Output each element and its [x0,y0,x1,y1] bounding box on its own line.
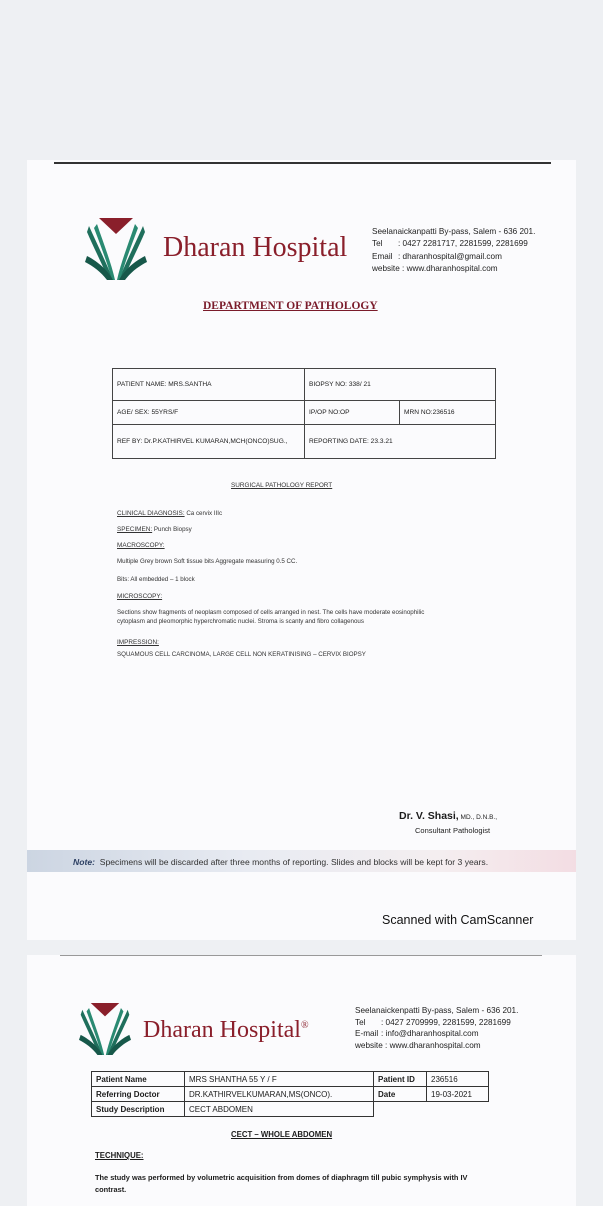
top-border-line [60,955,542,956]
hospital-address [355,1005,518,1051]
referring-doctor: REF BY: Dr.P.KATHIRVEL KUMARAN,MCH(ONCO)SUG., [113,425,305,459]
hospital-address [372,226,535,276]
doctor-title: Consultant Pathologist [415,826,491,835]
report-date: 19-03-2021 [427,1087,489,1102]
doctor-signature: Dr. V. Shasi, MD., D.N.B., [399,810,498,822]
pathology-report-page [27,160,576,940]
biopsy-number: BIOPSY NO: 338/ 21 [305,369,496,401]
reporting-date: REPORTING DATE: 23.3.21 [305,425,496,459]
ct-report-title: CECT – WHOLE ABDOMEN [231,1130,333,1139]
bits-text: Bits: All embedded – 1 block [117,576,195,583]
camscanner-watermark: Scanned with CamScanner [382,913,534,927]
address-website: website : www.dharanhospital.com [372,264,498,274]
hospital-name: Dharan Hospital® [143,1017,309,1043]
technique-line-2: contrast. [95,1185,127,1194]
address-tel: Tel : 0427 2281717, 2281599, 2281699 [372,239,528,249]
date-label: Date [374,1087,427,1102]
address-tel: Tel : 0427 2709999, 2281599, 2281699 [355,1017,511,1027]
patient-name: PATIENT NAME: MRS.SANTHA [113,369,305,401]
macroscopy-heading: MACROSCOPY: [117,542,165,549]
study-description-label: Study Description [92,1102,185,1117]
referring-doctor-label: Referring Doctor [92,1087,185,1102]
address-line: Seelanaickenpatti By-pass, Salem - 636 201. [355,1006,519,1015]
address-website: website : www.dharanhospital.com [355,1040,481,1050]
impression-text: SQUAMOUS CELL CARCINOMA, LARGE CELL NON KERATINISING – CERVIX BIOPSY [117,651,366,658]
department-title: DEPARTMENT OF PATHOLOGY [203,300,378,312]
note-text: Note: Specimens will be discarded after three months of reporting. Slides and blocks will be kept for 3 years. [73,857,489,867]
referring-doctor: DR.KATHIRVELKUMARAN,MS(ONCO). [185,1087,374,1102]
microscopy-line-2: cytoplasm and pleomorphic hyperchromatic nuclei. Stroma is scanty and fibro collagenous [117,618,364,625]
technique-heading: TECHNIQUE: [95,1151,144,1160]
microscopy-line-1: Sections show fragments of neoplasm composed of cells arranged in nest. The cells have moderate eosinophilic [117,609,425,616]
address-email: E-mail : info@dharanhospital.com [355,1029,479,1038]
patient-name-label: Patient Name [92,1072,185,1087]
impression-heading: IMPRESSION: [117,639,159,646]
hospital-logo-icon [85,216,147,282]
mrn-number: MRN NO:236516 [400,401,496,425]
patient-name: MRS SHANTHA 55 Y / F [185,1072,374,1087]
hospital-logo-icon [79,1001,131,1057]
specimen: SPECIMEN: Punch Biopsy [117,526,192,533]
address-line: Seelanaickanpatti By-pass, Salem - 636 201. [372,227,536,236]
technique-line-1: The study was performed by volumetric acquisition from domes of diaphragm till pubic symphysis with IV [95,1173,468,1182]
patient-info-table [112,368,496,459]
patient-id-label: Patient ID [374,1072,427,1087]
patient-id: 236516 [427,1072,489,1087]
clinical-diagnosis: CLINICAL DIAGNOSIS: Ca cervix IIIc [117,510,223,517]
top-border-line [54,162,551,164]
address-email: Email : dharanhospital@gmail.com [372,251,502,261]
study-description: CECT ABDOMEN [185,1102,374,1117]
ct-report-page [27,955,576,1206]
report-title: SURGICAL PATHOLOGY REPORT [231,482,333,489]
microscopy-heading: MICROSCOPY: [117,593,163,600]
hospital-name: Dharan Hospital [163,232,348,263]
patient-info-table [91,1071,489,1117]
age-sex: AGE/ SEX: 55YRS/F [113,401,305,425]
ip-op-number: IP/OP NO:OP [305,401,400,425]
macroscopy-text: Multiple Grey brown Soft tissue bits Aggregate measuring 0.5 CC. [117,558,298,565]
